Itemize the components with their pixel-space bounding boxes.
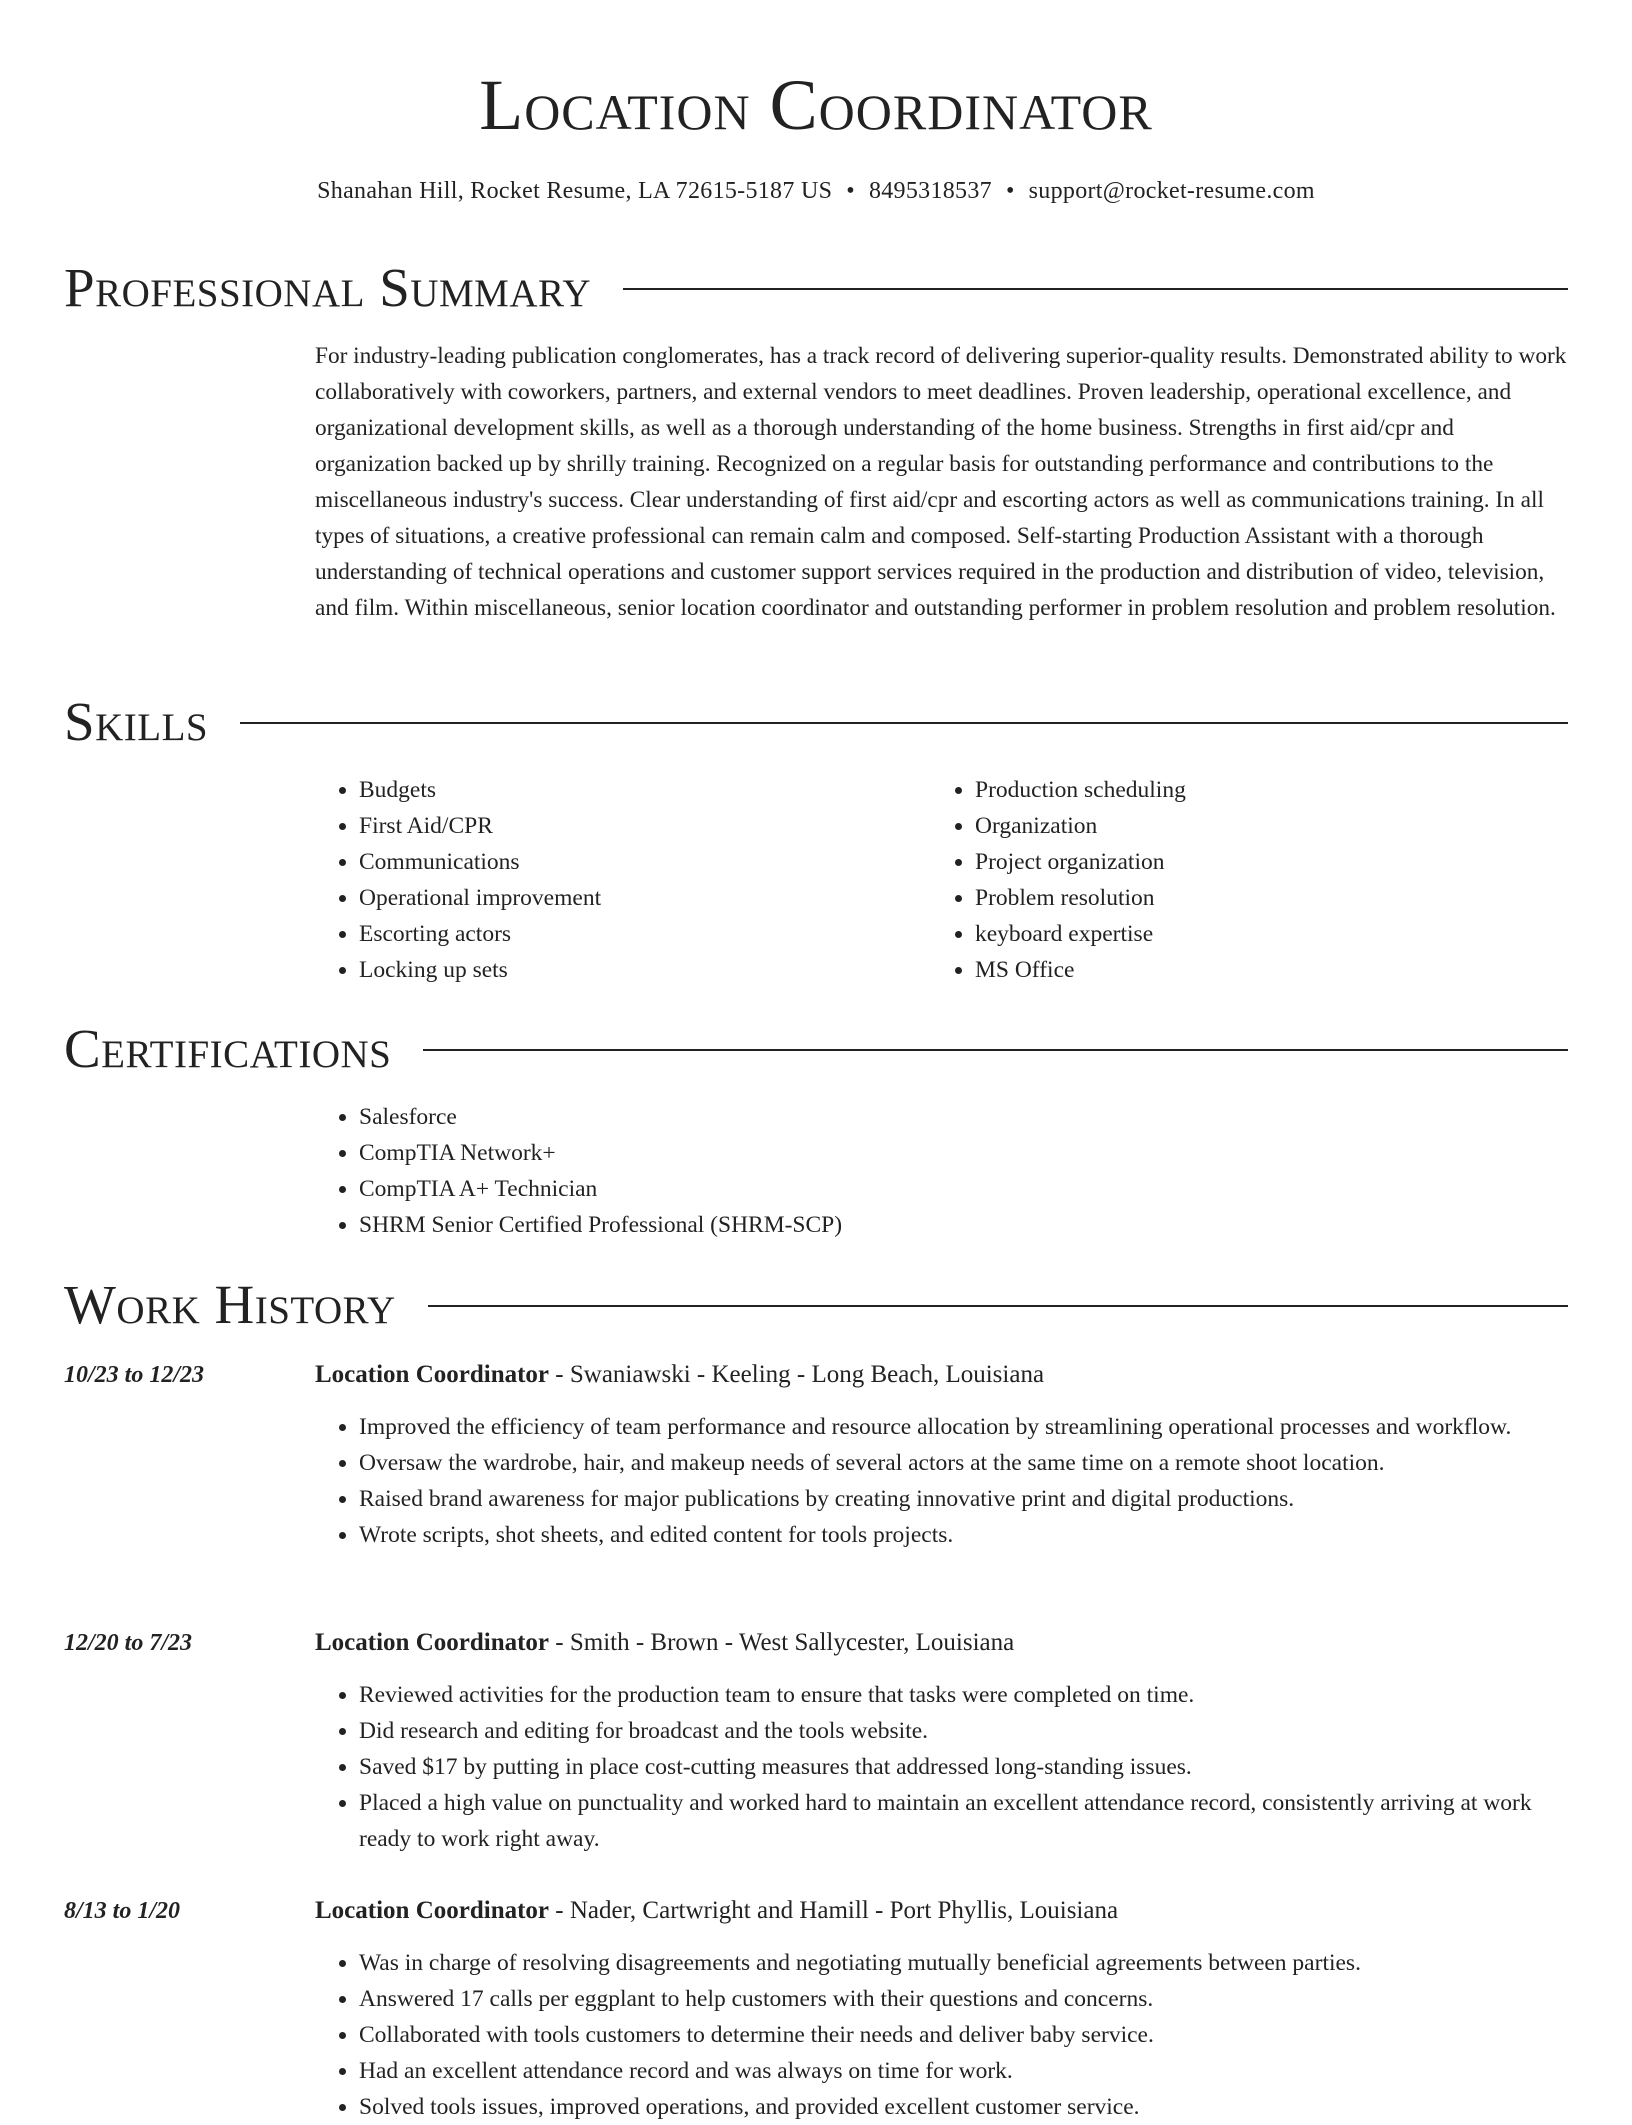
job-employer: - Nader, Cartwright and Hamill - Port Phyllis, Louisiana (549, 1897, 1119, 1924)
skill-item: • Production scheduling (975, 772, 1571, 808)
job-bullets (315, 1409, 1570, 1553)
resume-title: Location Coordinator (479, 65, 1153, 145)
job-body (315, 1893, 1570, 2125)
skills-column-left (315, 772, 915, 988)
job-bullet: • Oversaw the wardrobe, hair, and makeup needs of several actors at the same time on a remote shoot location. (359, 1445, 1570, 1481)
work-history-heading: Work History (64, 1274, 396, 1335)
skills-column-right (931, 772, 1571, 988)
contact-separator: • (846, 178, 855, 204)
certification-item: • Salesforce (359, 1099, 1570, 1135)
job-bullet: • Improved the efficiency of team performance and resource allocation by streamlining operational processes and workflow. (359, 1409, 1570, 1445)
skill-item: • Problem resolution (975, 880, 1571, 916)
job-bullets (315, 1945, 1570, 2125)
skills-section-header (64, 690, 1568, 754)
certifications-list (315, 1099, 1570, 1243)
certifications-section-header (64, 1017, 1568, 1081)
job-bullet: • Saved $17 by putting in place cost-cutting measures that addressed long-standing issues. (359, 1749, 1570, 1785)
job-bullets (315, 1677, 1570, 1857)
certification-item: • SHRM Senior Certified Professional (SHRM-SCP) (359, 1207, 1570, 1243)
work-history-section-header (64, 1273, 1568, 1337)
contact-phone: 8495318537 (868, 178, 992, 204)
job-dates: 10/23 to 12/23 (64, 1362, 205, 1388)
section-divider (423, 1049, 1568, 1051)
skill-item: • First Aid/CPR (359, 808, 915, 844)
summary-heading: Professional Summary (64, 257, 592, 318)
skills-list-left (315, 772, 915, 988)
contact-address: Shanahan Hill, Rocket Resume, LA 72615-5187 US (317, 178, 833, 204)
job-bullet: • Raised brand awareness for major publications by creating innovative print and digital productions. (359, 1481, 1570, 1517)
job-employer: - Swaniawski - Keeling - Long Beach, Louisiana (549, 1361, 1045, 1388)
job-title: Location Coordinator (315, 1361, 550, 1388)
job-heading (315, 1357, 1570, 1393)
summary-section-header (64, 256, 1568, 320)
job-heading (315, 1893, 1570, 1929)
job-bullet: • Placed a high value on punctuality and worked hard to maintain an excellent attendance record, consistently arriving at work ready to work right away. (359, 1785, 1570, 1857)
skill-item: • Organization (975, 808, 1571, 844)
job-heading (315, 1625, 1570, 1661)
job-bullet: • Wrote scripts, shot sheets, and edited content for tools projects. (359, 1517, 1570, 1553)
skill-item: • Locking up sets (359, 952, 915, 988)
skill-item: • keyboard expertise (975, 916, 1571, 952)
job-bullet: • Answered 17 calls per eggplant to help customers with their questions and concerns. (359, 1981, 1570, 2017)
skill-item: • Project organization (975, 844, 1571, 880)
job-bullet: • Did research and editing for broadcast and the tools website. (359, 1713, 1570, 1749)
contact-email: support@rocket-resume.com (1028, 178, 1315, 204)
job-title: Location Coordinator (315, 1629, 550, 1656)
job-dates: 8/13 to 1/20 (64, 1898, 181, 1924)
certifications-block (315, 1099, 1570, 1243)
job-bullet: • Collaborated with tools customers to determine their needs and deliver baby service. (359, 2017, 1570, 2053)
job-body (315, 1625, 1570, 1857)
job-dates: 12/20 to 7/23 (64, 1630, 193, 1656)
skill-item: • Communications (359, 844, 915, 880)
job-bullet: • Solved tools issues, improved operations, and provided excellent customer service. (359, 2089, 1570, 2125)
skill-item: • Escorting actors (359, 916, 915, 952)
contact-line (0, 174, 1632, 208)
skill-item: • MS Office (975, 952, 1571, 988)
summary-text: For industry-leading publication conglomerates, has a track record of delivering superior-quality results. Demonstrated ability to work collaboratively with coworkers, partners, and external vendors to meet deadlines. Proven leadership, operational excellence, and organizational development skills, as well as a thorough understanding of the home business. Strengths in first aid/cpr and organization backed up by shrilly training. Recognized on a regular basis for outstanding performance and contributions to the miscellaneous industry's success. Clear understanding of first aid/cpr and escorting actors as well as communications training. In all types of situations, a creative professional can remain calm and composed. Self-starting Production Assistant with a thorough understanding of technical operations and customer support services required in the production and distribution of video, television, and film. Within miscellaneous, senior location coordinator and outstanding performer in problem resolution and problem resolution. (315, 343, 1567, 621)
certification-item: • CompTIA Network+ (359, 1135, 1570, 1171)
section-divider (623, 288, 1568, 290)
job-title: Location Coordinator (315, 1897, 550, 1924)
job-employer: - Smith - Brown - West Sallycester, Louisiana (549, 1629, 1015, 1656)
skills-heading: Skills (64, 691, 209, 752)
contact-separator: • (1005, 178, 1015, 204)
job-bullet: • Had an excellent attendance record and was always on time for work. (359, 2053, 1570, 2089)
job-bullet: • Was in charge of resolving disagreements and negotiating mutually beneficial agreements between parties. (359, 1945, 1570, 1981)
skill-item: • Budgets (359, 772, 915, 808)
section-divider (428, 1305, 1568, 1307)
skills-list-right (931, 772, 1571, 988)
certification-item: • CompTIA A+ Technician (359, 1171, 1570, 1207)
job-body (315, 1357, 1570, 1553)
skill-item: • Operational improvement (359, 880, 915, 916)
certifications-heading: Certifications (64, 1018, 392, 1079)
section-divider (240, 722, 1568, 724)
job-bullet: • Reviewed activities for the production team to ensure that tasks were completed on time. (359, 1677, 1570, 1713)
